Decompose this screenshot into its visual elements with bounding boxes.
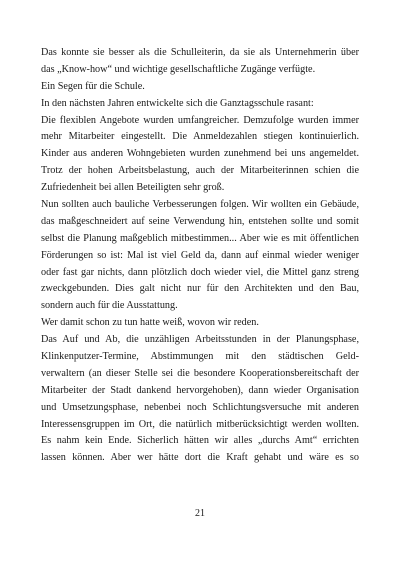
page-number: 21: [195, 508, 205, 519]
text-line: In den nächsten Jahren entwickelte sich die Ganztagsschule rasant:: [41, 97, 314, 109]
text-line: verwaltern (an dieser Stelle sei die besondere Kooperationsbereitschaft der: [41, 367, 359, 379]
text-line: selbst die Planung maßgeblich mitbestimmen... Aber wie es mit öffentlichen: [41, 232, 359, 244]
text-line: Förderungen so ist: Mal ist viel Geld da, dann auf einmal wieder weniger: [41, 249, 359, 261]
text-line: Es nahm kein Ende. Sicherlich hätten wir alles „durchs Amt“ errichten: [41, 435, 359, 447]
text-line: Das Auf und Ab, die unzähligen Arbeitsstunden in der Planungsphase,: [41, 334, 359, 346]
text-line: Die flexiblen Angebote wurden umfangreicher. Demzufolge wurden immer: [41, 114, 359, 126]
text-line: Trotz der hohen Arbeitsbelastung, auch der Mitarbeiterinnen schien die: [41, 165, 359, 177]
text-line: zweckgebunden. Dies galt nicht nur für den Architekten und den Bau,: [41, 283, 359, 295]
text-line: und Umsetzungsphase, nebenbei noch Schlichtungsversuche mit anderen: [41, 401, 359, 413]
text-line: oder fast gar nichts, dann plötzlich doch wieder viel, die Mittel ganz streng: [41, 266, 359, 278]
text-line: Nun sollten auch bauliche Verbesserungen folgen. Wir wollten ein Gebäude,: [41, 199, 359, 211]
text-line: Ein Segen für die Schule.: [41, 80, 145, 92]
body-text: [41, 45, 359, 467]
text-line: Interessensgruppen im Ort, die natürlich mitberücksichtigt werden wollten.: [41, 418, 359, 430]
text-line: das maßgeschneidert auf seine Verwendung hin, entstehen sollte und somit: [41, 215, 359, 227]
text-line: Wer damit schon zu tun hatte weiß, wovon wir reden.: [41, 317, 259, 329]
text-line: sondern auch für die Ausstattung.: [41, 300, 178, 312]
text-line: lassen können. Aber wer hätte dort die Kraft gehabt und wäre es so: [41, 452, 359, 464]
text-line: Kinder aus anderen Wohngebieten wurden zunehmend bei uns angemeldet.: [41, 148, 359, 160]
text-line: mehr Mitarbeiter eingestellt. Die Anmeldezahlen stiegen kontinuierlich.: [41, 131, 359, 143]
text-line: Das konnte sie besser als die Schulleiterin, da sie als Unternehmerin über: [41, 47, 359, 58]
text-line: Mitarbeiter der Stadt dankend hervorgehoben), dann wieder Organisation: [41, 384, 359, 396]
text-line: Klinkenputzer-Termine, Abstimmungen mit den städtischen Geld-: [41, 351, 359, 363]
text-line: das „Know-how“ und wichtige gesellschaftliche Zugänge verfügte.: [41, 63, 316, 75]
text-line: Zufriedenheit bei allen Beteiligten sehr groß.: [41, 182, 225, 194]
